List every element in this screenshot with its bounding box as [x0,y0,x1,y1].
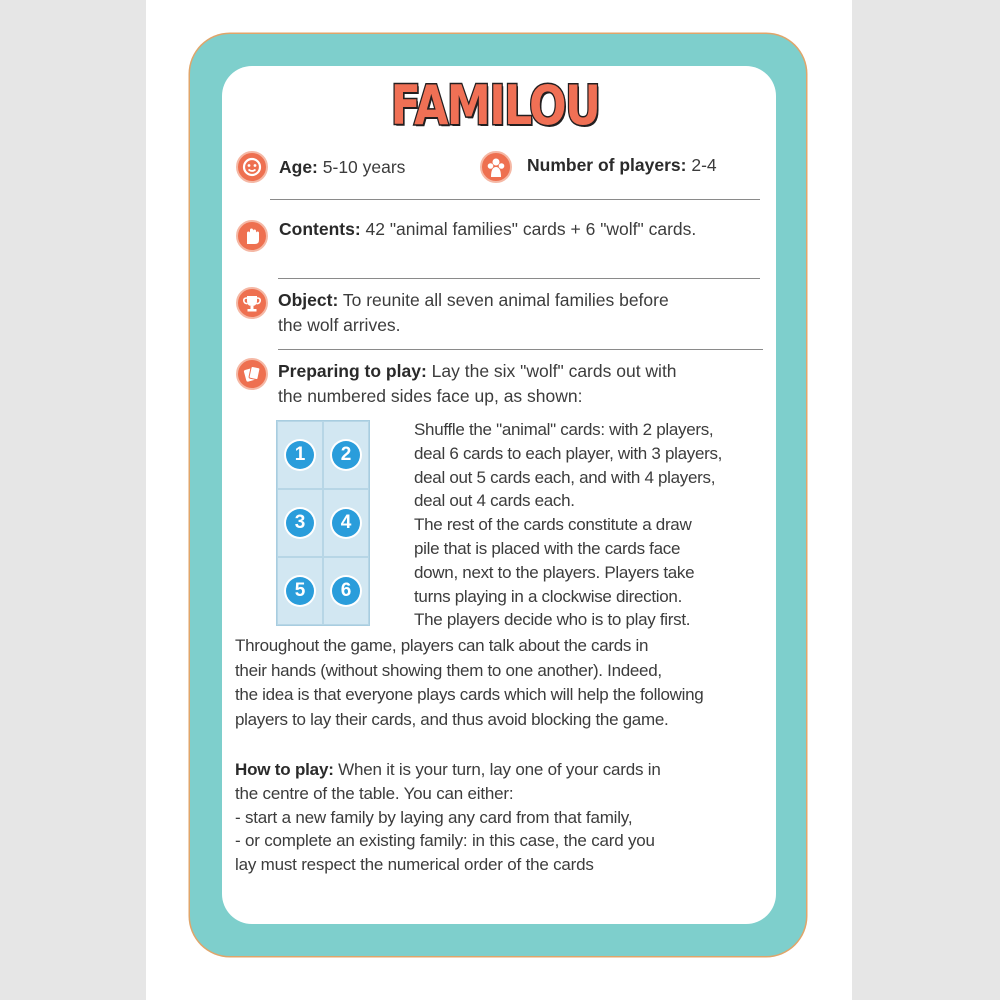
text-line: the idea is that everyone plays cards which will help the following [235,685,704,704]
text-line: deal out 4 cards each. [414,491,575,511]
text-line: - start a new family by laying any card from that family, [235,807,633,827]
cards-icon [236,358,268,390]
wolf-card [277,557,323,625]
text-line: The players decide who is to play first. [414,610,691,630]
text-line: pile that is placed with the cards face [414,538,681,558]
text-line: - or complete an existing family: in this case, the card you [235,831,655,851]
age-label: Age: [279,157,318,177]
wolf-card-number: 4 [332,509,360,537]
game-title: FAMILOU [390,73,600,137]
text-line: The rest of the cards constitute a draw [414,515,692,535]
shuffle-paragraph [414,418,722,632]
text-line: players to lay their cards, and thus avoid blocking the game. [235,709,669,729]
contents-label: Contents: [279,219,361,239]
wolf-cards-layout [276,420,370,626]
face-icon [236,151,268,183]
age-info [279,155,405,180]
text-line: Throughout the game, players can talk about the cards in [235,636,649,655]
throughout-paragraph [235,634,703,732]
text-line: deal 6 cards to each player, with 3 players, [414,443,723,463]
hand-icon [236,220,268,252]
preparing-line-2: the numbered sides face up, as shown: [278,385,583,406]
wolf-card-number: 3 [286,509,314,537]
preparing-info [278,359,677,408]
wolf-card [277,421,323,489]
text-line: deal out 5 cards each, and with 4 players, [414,467,716,487]
wolf-card-number: 5 [286,577,314,605]
wolf-card-number: 1 [286,441,314,469]
wolf-card-number: 6 [332,577,360,605]
players-value: 2-4 [686,155,717,175]
object-label: Object: [278,290,339,310]
preparing-line-1: Lay the six "wolf" cards out with [426,361,677,381]
age-value: 5-10 years [317,157,406,177]
players-info [527,153,717,178]
text-line: down, next to the players. Players take [414,562,695,582]
wolf-card [323,489,369,557]
text-line: When it is your turn, lay one of your cards in [333,760,661,779]
players-label: Number of players: [527,155,687,175]
object-info [278,288,669,337]
text-line: their hands (without showing them to one another). Indeed, [235,660,662,680]
contents-info [279,217,696,242]
divider [270,199,760,200]
wolf-card-number: 2 [332,441,360,469]
contents-value: 42 "animal families" cards + 6 "wolf" cards. [360,219,697,239]
text-line: turns playing in a clockwise direction. [414,586,682,606]
wolf-card [323,557,369,625]
wolf-card [277,489,323,557]
divider [278,349,763,350]
text-line: lay must respect the numerical order of the cards [235,855,594,875]
preparing-label: Preparing to play: [278,361,427,381]
wolf-card [323,421,369,489]
group-icon [480,151,512,183]
how-to-play-paragraph [235,758,661,877]
trophy-icon [236,287,268,319]
how-to-play-label: How to play: [235,760,334,779]
text-line: Shuffle the "animal" cards: with 2 players, [414,420,714,439]
object-line-2: the wolf arrives. [278,314,401,335]
object-line-1: To reunite all seven animal families before [338,290,669,310]
text-line: the centre of the table. You can either: [235,783,514,803]
divider [278,278,760,279]
